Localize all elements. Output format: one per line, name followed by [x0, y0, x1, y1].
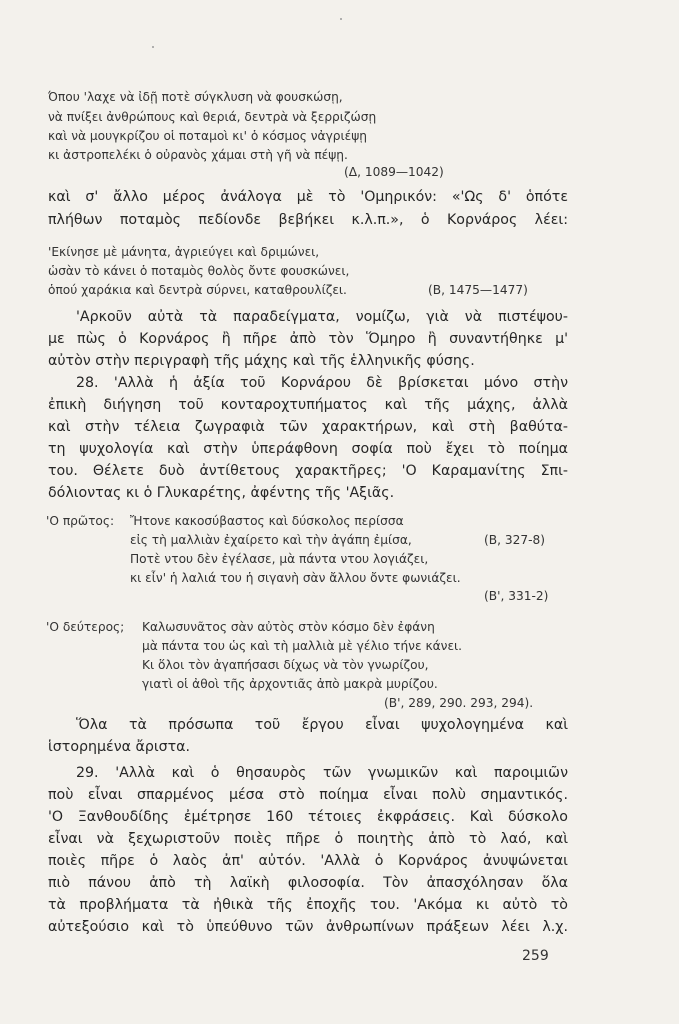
text-line: Ὅλα τὰ πρόσωπα τοῦ ἔργου εἶναι ψυχολογημένα καὶ: [76, 717, 568, 733]
text-line: ποὺ εἶναι σπαρμένος μέσα στὸ ποίημα εἶναι πολὺ σημαντικός.: [48, 787, 568, 803]
verse-line: καὶ νὰ μουγκρίζου οἱ ποταμοὶ κι' ὁ κόσμος νἀγριέψῃ: [48, 129, 368, 143]
verse-reference: (Β', 331-2): [484, 589, 549, 603]
verse-reference: (Β, 1475—1477): [428, 283, 528, 297]
verse-line: γιατὶ οἱ ἀθοὶ τῆς ἀρχοντιᾶς ἀπὸ μακρὰ μυρίζου.: [142, 677, 438, 691]
speck: [340, 18, 342, 20]
text-line: 29. 'Αλλὰ καὶ ὁ θησαυρὸς τῶν γνωμικῶν καὶ παροιμιῶν: [76, 765, 568, 781]
text-line: 28. 'Αλλὰ ἡ ἀξία τοῦ Κορνάρου δὲ βρίσκεται μόνο στὴν: [76, 375, 568, 391]
text-line: αὐτὸν στὴν περιγραφὴ τῆς μάχης καὶ τῆς ἑλληνικῆς φύσης.: [48, 353, 475, 369]
verse-line: Όπου 'λαχε νὰ ἰδῇ ποτὲ σύγκλυση νὰ φουσκώσῃ,: [48, 90, 343, 104]
text-line: αὐτεξούσιο καὶ τὸ ὑπεύθυνο τῶν ἀνθρωπίνων πράξεων λέει λ.χ.: [48, 919, 568, 935]
verse-reference: (Δ, 1089—1042): [344, 165, 444, 179]
text-line: ποιὲς πῆρε ὁ λαὸς ἀπ' αὐτόν. 'Αλλὰ ὁ Κορνάρος ἀνυψώνεται: [48, 853, 568, 869]
text-line: 'Αρκοῦν αὐτὰ τὰ παραδείγματα, νομίζω, γιὰ νὰ πιστέψου-: [76, 309, 568, 325]
verse-line: Ἤτονε κακοσύβαστος καὶ δύσκολος περίσσα: [130, 514, 404, 528]
text-line: εἶναι νὰ ξεχωριστοῦν ποιὲς πῆρε ὁ ποιητὴς ἀπὸ τὸ λαό, καὶ: [48, 831, 568, 847]
text-line: καὶ στὴν τέλεια ζωγραφιὰ τῶν χαρακτήρων, καὶ στὴ βαθύτα-: [48, 419, 568, 435]
text-line: δόλιοντας κι ὁ Γλυκαρέτης, ἀφέντης τῆς 'Αξιᾶς.: [48, 485, 395, 501]
text-line: 'Ο Ξανθουδίδης ἐμέτρησε 160 τέτοιες ἐκφράσεις. Καὶ δύσκολο: [48, 809, 568, 825]
speck: [152, 46, 154, 48]
page-number: 259: [522, 948, 549, 964]
verse-line: ὡσὰν τὸ κάνει ὁ ποταμὸς θολὸς ὄντε φουσκώνει,: [48, 264, 350, 278]
text-line: πιὸ πάνου ἀπὸ τὴ λαϊκὴ φιλοσοφία. Τὸν ἀπασχόλησαν ὅλα: [48, 875, 568, 891]
verse-line: 'Εκίνησε μὲ μάνητα, ἀγριεύγει καὶ δριμώνει,: [48, 245, 320, 259]
verse-line: νὰ πνίξει ἀνθρώπους καὶ θεριά, δεντρὰ νὰ ξερριζώσῃ: [48, 110, 377, 124]
verse-line: Ποτὲ ντου δὲν ἐγέλασε, μὰ πάντα ντου λογιάζει,: [130, 552, 429, 566]
verse-reference: (Β, 327-8): [484, 533, 546, 547]
verse-line: Κι ὅλοι τὸν ἀγαπήσασι δίχως νὰ τὸν γνωρίζου,: [142, 658, 429, 672]
verse-label: 'Ο πρῶτος:: [46, 514, 115, 528]
verse-line: μὰ πάντα του ὡς καὶ τὴ μαλλιὰ μὲ γέλιο τήνε κάνει.: [142, 639, 463, 653]
verse-line: εἰς τὴ μαλλιὰν ἐχαίρετο καὶ τὴν ἀγάπη ἐμίσα,: [130, 533, 412, 547]
verse-line: κι ἀστροπελέκι ὁ οὐρανὸς χάμαι στὴ γῆ νὰ πέψῃ.: [48, 148, 348, 162]
text-line: τὰ προβλήματα τὰ ἠθικὰ τῆς ἐποχῆς του. 'Ακόμα κι αὐτὸ τὸ: [48, 897, 568, 913]
text-line: του. Θέλετε δυὸ ἀντίθετους χαρακτῆρες; 'Ο Καραμανίτης Σπι-: [48, 463, 568, 479]
verse-reference: (Β', 289, 290. 293, 294).: [384, 696, 534, 710]
verse-label: 'Ο δεύτερος;: [46, 620, 125, 634]
text-line: με πὼς ὁ Κορνάρος ἢ πῆρε ἀπὸ τὸν Ὅμηρο ἢ συναντήθηκε μ': [48, 331, 568, 347]
text-line: ἱστορημένα ἄριστα.: [48, 739, 191, 755]
text-line: ἐπικὴ διήγηση τοῦ κονταροχτυπήματος καὶ τῆς μάχης, ἀλλὰ: [48, 397, 568, 413]
text-line: πλήθων ποταμὸς πεδίονδε βεβήκει κ.λ.π.», ὁ Κορνάρος λέει:: [48, 212, 568, 228]
text-line: τη ψυχολογία καὶ στὴν ὑπεράφθονη σοφία ποὺ ἔχει τὸ ποίημα: [48, 441, 568, 457]
verse-line: Καλωσυνᾶτος σὰν αὐτὸς στὸν κόσμο δὲν ἐφάνη: [142, 620, 435, 634]
verse-line: κι εἶν' ἡ λαλιά του ἡ σιγανὴ σὰν ἄλλου ὄντε φωνιάζει.: [130, 571, 461, 585]
text-line: καὶ σ' ἄλλο μέρος ἀνάλογα μὲ τὸ 'Ομηρικόν: «'Ως δ' ὁπότε: [48, 189, 568, 205]
verse-line: ὁπού χαράκια καὶ δεντρὰ σύρνει, καταθρουλίζει.: [48, 283, 347, 297]
